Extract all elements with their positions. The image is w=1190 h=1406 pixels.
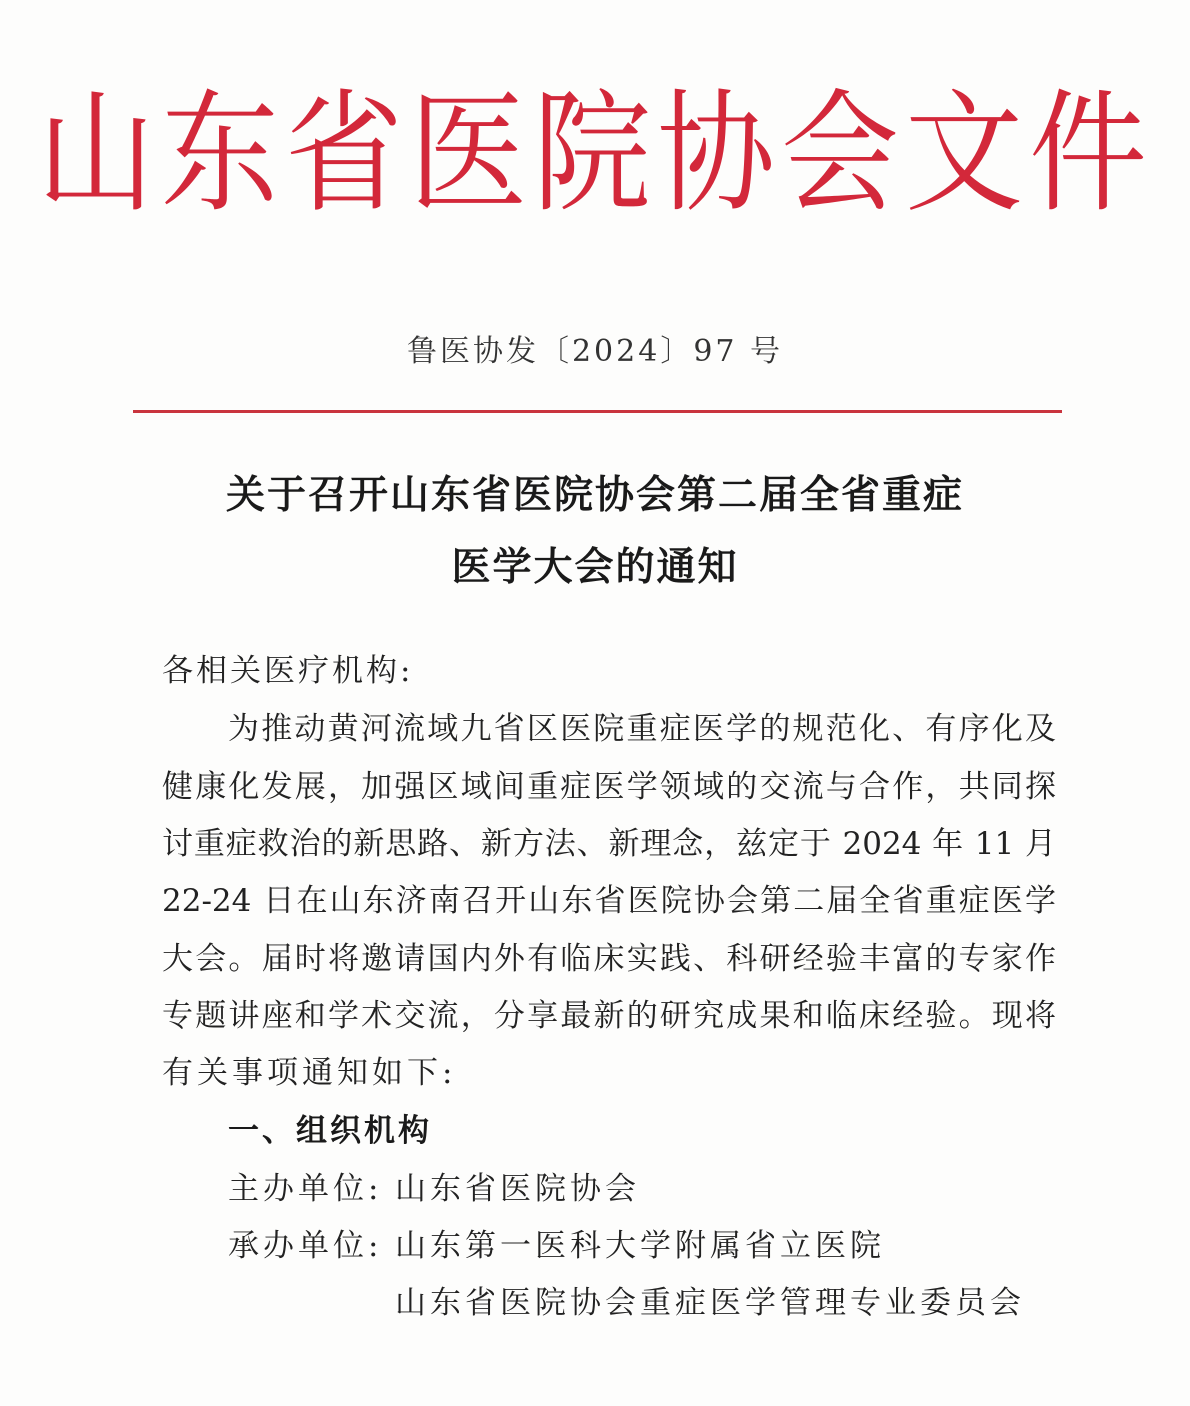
salutation: 各相关医疗机构: bbox=[162, 653, 414, 689]
paragraph-line: 22-24 日在山东济南召开山东省医院协会第二届全省重症医学 bbox=[162, 883, 1056, 919]
organizer-label: 承办单位: bbox=[228, 1228, 383, 1264]
host-value: 山东省医院协会 bbox=[395, 1171, 640, 1207]
paragraph-line: 大会。届时将邀请国内外有临床实践、科研经验丰富的专家作 bbox=[162, 941, 1056, 977]
paragraph-line: 专题讲座和学术交流，分享最新的研究成果和临床经验。现将 bbox=[162, 998, 1056, 1034]
notice-title-line-2: 医学大会的通知 bbox=[451, 544, 739, 590]
organizer-value: 山东省医院协会重症医学管理专业委员会 bbox=[395, 1285, 1025, 1321]
red-divider-line bbox=[133, 410, 1062, 413]
host-label: 主办单位: bbox=[228, 1171, 383, 1207]
document-number: 鲁医协发〔2024〕97 号 bbox=[406, 334, 784, 369]
paragraph-line: 健康化发展，加强区域间重症医学领域的交流与合作，共同探 bbox=[162, 769, 1056, 805]
masthead-title: 山东省医院协会文件 bbox=[36, 75, 1153, 231]
section-heading-organization: 一、组织机构 bbox=[228, 1113, 432, 1149]
paragraph-line: 为推动黄河流域九省区医院重症医学的规范化、有序化及 bbox=[228, 711, 1056, 747]
organizer-value: 山东第一医科大学附属省立医院 bbox=[395, 1228, 885, 1264]
notice-title-line-1: 关于召开山东省医院协会第二届全省重症 bbox=[225, 472, 964, 518]
paragraph-line: 有关事项通知如下: bbox=[162, 1055, 457, 1091]
paragraph-line: 讨重症救治的新思路、新方法、新理念，兹定于 2024 年 11 月 bbox=[162, 826, 1056, 862]
